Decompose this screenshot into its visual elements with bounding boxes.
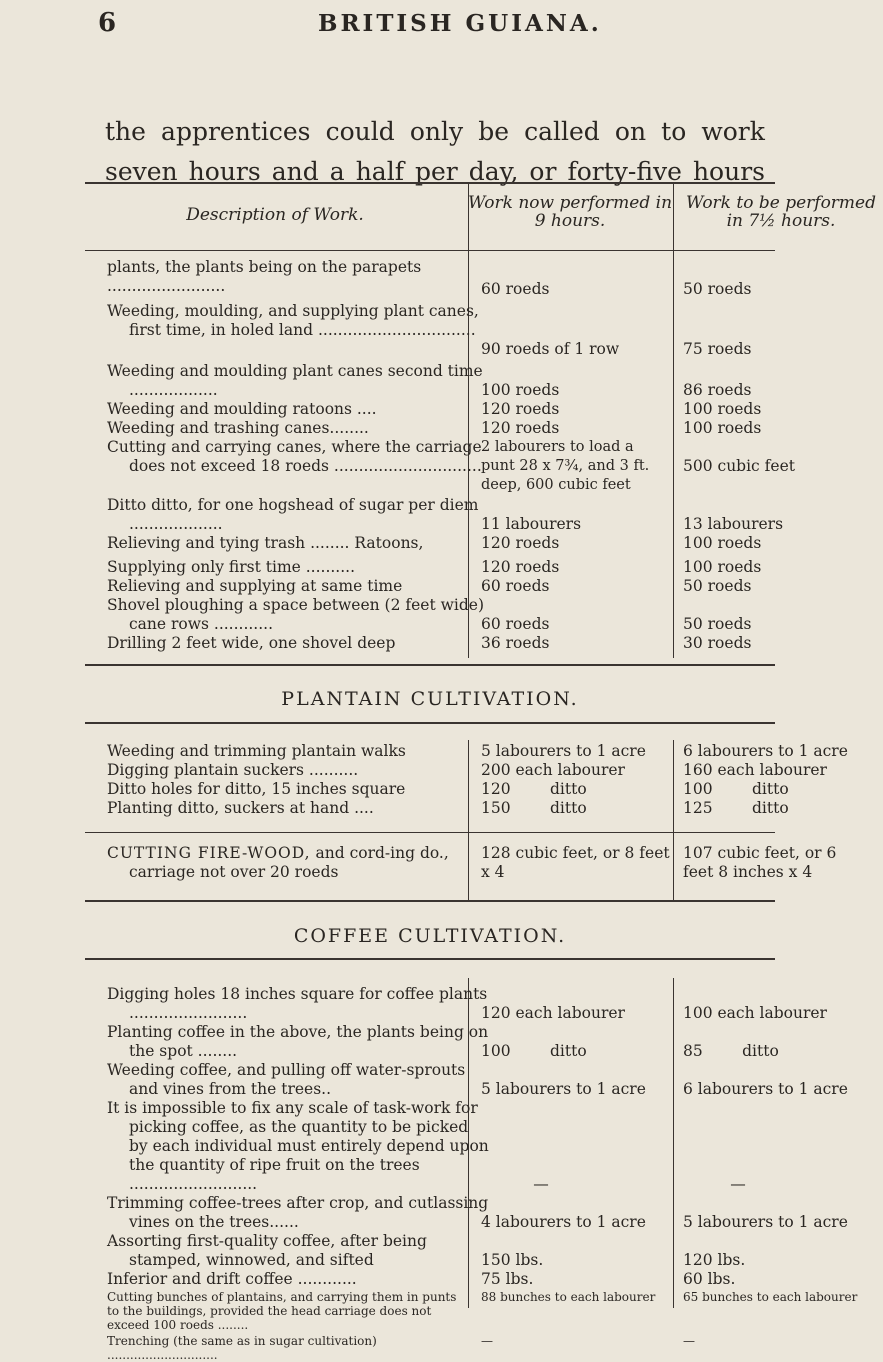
row-description: Assorting first-quality coffee, after being stamped, winnowed, and sifted — [107, 1232, 427, 1269]
row-now: — — [533, 1175, 549, 1193]
column-divider — [468, 558, 469, 658]
row-now: 90 roeds of 1 row — [481, 340, 620, 358]
row-future: 6 labourers to 1 acre — [683, 1080, 848, 1098]
row-future: 13 labourers — [683, 515, 784, 533]
row-future: 75 roeds — [683, 340, 752, 358]
header-rule — [85, 250, 775, 251]
row-now: 150 lbs. — [481, 1251, 544, 1269]
row-now: 4 labourers to 1 acre — [481, 1213, 646, 1231]
row-future: 125 ditto — [683, 799, 789, 817]
page-number: 6 — [98, 8, 117, 38]
intro-paragraph — [105, 112, 765, 192]
intro-word: hours — [188, 157, 261, 186]
row-now: 75 lbs. — [481, 1270, 534, 1288]
row-now: 100 ditto — [481, 1042, 587, 1060]
row-description: plants, the plants being on the parapets ........................ — [107, 258, 422, 295]
row-future: 100 each labourer — [683, 1004, 827, 1022]
row-future: 85 ditto — [683, 1042, 779, 1060]
section-rule — [85, 900, 775, 902]
row-description — [107, 844, 489, 882]
intro-word: seven — [105, 157, 178, 186]
row-description: Cutting bunches of plantains, and carrying them in punts to the buildings, provided the head carriage does not exceed 100 roeds ........ — [107, 1290, 457, 1332]
intro-line — [105, 112, 765, 152]
intro-word: called — [524, 117, 600, 146]
intro-word: a — [329, 157, 345, 186]
row-description: Digging plantain suckers .......... — [107, 761, 359, 779]
row-now: 120 each labourer — [481, 1004, 625, 1022]
coffee-section-title: COFFEE CULTIVATION. — [293, 925, 567, 947]
row-description: Inferior and drift coffee ............ — [107, 1270, 357, 1288]
row-description: Shovel ploughing a space between (2 feet wide) cane rows ............ — [107, 596, 484, 633]
row-description: Relieving and supplying at same time — [107, 577, 403, 595]
row-now: 120 roeds — [481, 400, 560, 418]
intro-word: half — [355, 157, 404, 186]
plantain-section-title: PLANTAIN CULTIVATION. — [281, 688, 579, 710]
row-future: — — [683, 1334, 695, 1348]
row-future: 100 roeds — [683, 400, 762, 418]
row-description: Ditto ditto, for one hogshead of sugar per diem ................... — [107, 496, 479, 533]
row-future: 120 lbs. — [683, 1251, 746, 1269]
row-description: Trenching (the same as in sugar cultivation) ............................. — [107, 1334, 377, 1362]
table-header — [85, 186, 876, 246]
row-now: 200 each labourer — [481, 761, 625, 779]
header-to-be-performed: Work to be performed in 7½ hours. — [686, 193, 876, 231]
row-now: 120 ditto — [481, 780, 587, 798]
row-now: 5 labourers to 1 acre — [481, 742, 646, 760]
row-future: 60 lbs. — [683, 1270, 736, 1288]
sugar-table-continued — [85, 558, 775, 678]
intro-word: forty-five — [567, 157, 682, 186]
row-future: 100 ditto — [683, 780, 789, 798]
intro-word: be — [478, 117, 510, 146]
section-rule — [85, 958, 775, 960]
row-description: Trimming coffee-trees after crop, and cutlassing vines on the trees...... — [107, 1194, 489, 1231]
intro-word: the — [105, 117, 146, 146]
row-now: 60 roeds — [481, 577, 550, 595]
row-description: Weeding and moulding plant canes second time .................. — [107, 362, 483, 399]
row-description: Relieving and tying trash ........ Ratoons, — [107, 534, 424, 552]
row-description: Cutting and carrying canes, where the carriage does not exceed 18 roeds .............................. — [107, 438, 482, 475]
row-description: Weeding, moulding, and supplying plant canes, first time, in holed land ................................ — [107, 302, 479, 339]
row-now: 100 roeds — [481, 381, 560, 399]
coffee-table-tail — [85, 1290, 858, 1362]
row-now: 120 roeds — [481, 419, 560, 437]
row-now: 128 cubic feet, or 8 feet x 4 — [481, 844, 670, 881]
row-now: 36 roeds — [481, 634, 550, 652]
table-top-rule — [85, 182, 775, 184]
intro-word: could — [325, 117, 395, 146]
row-now: — — [481, 1334, 493, 1348]
row-future: 100 roeds — [683, 534, 762, 552]
row-description: Digging holes 18 inches square for coffee plants ........................ — [107, 985, 488, 1022]
header-now-performed: Work now performed in 9 hours. — [467, 193, 673, 231]
row-future: 107 cubic feet, or 6 feet 8 inches x 4 — [683, 844, 837, 881]
sugar-table — [85, 258, 795, 588]
plantain-table — [85, 742, 848, 832]
row-description: Weeding and trimming plantain walks — [107, 742, 406, 760]
coffee-table — [85, 985, 848, 1305]
row-rule — [85, 832, 775, 833]
header-description: Description of Work. — [186, 205, 364, 225]
intro-word: only — [409, 117, 464, 146]
intro-word: and — [271, 157, 319, 186]
intro-word: or — [529, 157, 557, 186]
row-now: 60 roeds — [481, 615, 550, 633]
row-now: 11 labourers — [481, 515, 582, 533]
row-description: Weeding coffee, and pulling off water-sprouts and vines from the trees.. — [107, 1061, 466, 1098]
row-future: 30 roeds — [683, 634, 752, 652]
row-description: Ditto holes for ditto, 15 inches square — [107, 780, 406, 798]
row-description: Planting coffee in the above, the plants being on the spot ........ — [107, 1023, 489, 1060]
row-now: 120 roeds — [481, 558, 560, 576]
row-description: Weeding and moulding ratoons .... — [107, 400, 377, 418]
row-future: 50 roeds — [683, 280, 752, 298]
row-now: 120 roeds — [481, 534, 560, 552]
row-now: 2 labourers to load a punt 28 x 7¾, and 3 ft. deep, 600 cubic feet — [481, 439, 650, 493]
intro-word: on — [614, 117, 647, 146]
row-future: 86 roeds — [683, 381, 752, 399]
firewood-table — [85, 844, 837, 894]
row-now: 60 roeds — [481, 280, 550, 298]
section-rule — [85, 664, 775, 666]
row-now: 150 ditto — [481, 799, 587, 817]
row-now: 88 bunches to each labourer — [481, 1290, 656, 1304]
running-head — [48, 8, 768, 42]
intro-word: per — [414, 157, 458, 186]
row-description: Drilling 2 feet wide, one shovel deep — [107, 634, 396, 652]
row-future: 50 roeds — [683, 615, 752, 633]
row-description: Weeding and trashing canes........ — [107, 419, 369, 437]
intro-word: apprentices — [161, 117, 311, 146]
row-future: 5 labourers to 1 acre — [683, 1213, 848, 1231]
row-future: 100 roeds — [683, 419, 762, 437]
row-future: — — [730, 1175, 746, 1193]
row-future: 50 roeds — [683, 577, 752, 595]
intro-word: day, — [468, 157, 519, 186]
firewood-caps: CUTTING FIRE-WOOD, — [107, 844, 311, 862]
intro-word: work — [701, 117, 765, 146]
row-description: Supplying only first time .......... — [107, 558, 356, 576]
firewood-rest: and cord-ing do., carriage not over 20 roeds — [129, 844, 449, 881]
row-future: 160 each labourer — [683, 761, 827, 779]
row-future: 6 labourers to 1 acre — [683, 742, 848, 760]
row-description: Planting ditto, suckers at hand .... — [107, 799, 374, 817]
column-divider — [673, 558, 674, 658]
intro-word: to — [661, 117, 687, 146]
intro-word: hours — [692, 157, 765, 186]
row-future: 65 bunches to each labourer — [683, 1290, 858, 1304]
row-future: 100 roeds — [683, 558, 762, 576]
row-now: 5 labourers to 1 acre — [481, 1080, 646, 1098]
row-description: It is impossible to fix any scale of task-work for picking coffee, as the quantity to be picked by each individual must entirely depend upon the quantity of ripe fruit on the trees .......................... — [107, 1099, 489, 1193]
row-future: 500 cubic feet — [683, 457, 795, 475]
book-title: BRITISH GUIANA. — [318, 10, 602, 37]
section-rule — [85, 722, 775, 724]
